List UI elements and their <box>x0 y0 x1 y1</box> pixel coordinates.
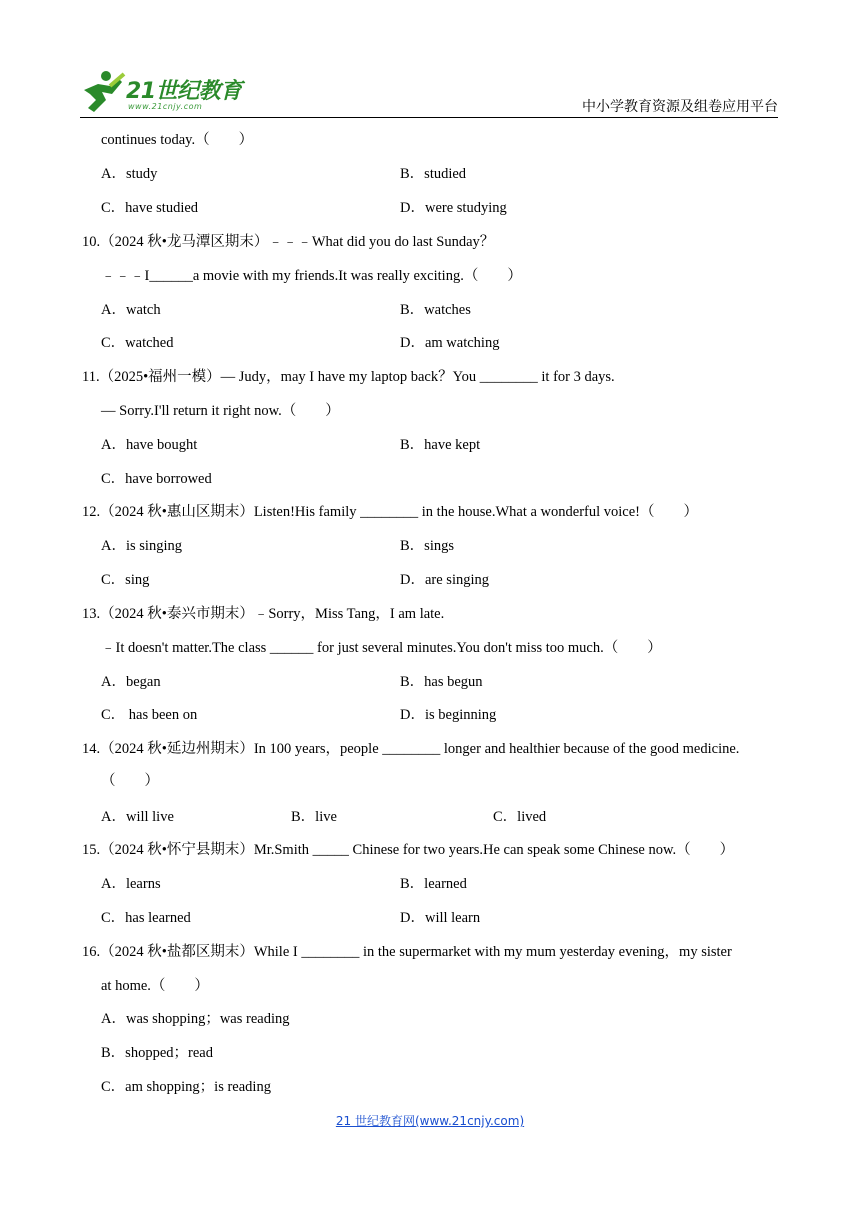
q14-stem: 14.（2024 秋•延边州期末）In 100 years，people ________ longer and healthier because of the good medicine. <box>82 741 740 757</box>
header-slogan: 中小学教育资源及组卷应用平台 <box>582 99 778 115</box>
q13-option-d: D．is beginning <box>400 707 497 723</box>
q13-line2: ﹣It doesn't matter.The class ______ for just several minutes.You don't miss too much.（ ） <box>101 640 662 656</box>
q15-option-b: B．learned <box>400 876 467 892</box>
q11-option-b: B．have kept <box>400 437 481 453</box>
runner-logo-icon <box>80 68 128 114</box>
q16-option-c: C．am shopping；is reading <box>101 1079 271 1095</box>
page-header <box>80 66 778 118</box>
q13-option-c: C． has been on <box>101 707 198 723</box>
logo-text: 21世纪教育 <box>126 79 242 104</box>
q14-line2: （ ） <box>101 773 159 789</box>
q9-option-a: A．study <box>101 166 158 182</box>
q10-option-b: B．watches <box>400 302 471 318</box>
q15-option-a: A．learns <box>101 876 161 892</box>
q11-option-c: C．have borrowed <box>101 471 212 487</box>
q16-stem: 16.（2024 秋•盐都区期末）While I ________ in the supermarket with my mum yesterday evening，my sister <box>82 944 732 960</box>
q12-option-c: C．sing <box>101 572 150 588</box>
q13-stem: 13.（2024 秋•泰兴市期末）﹣Sorry，Miss Tang，I am late. <box>82 606 445 622</box>
logo-url: www.21cnjy.com <box>128 102 203 111</box>
q9-option-b: B．studied <box>400 166 467 182</box>
q9-option-c: C．have studied <box>101 200 199 216</box>
q15-stem: 15.（2024 秋•怀宁县期末）Mr.Smith _____ Chinese for two years.He can speak some Chinese now.（ ） <box>82 842 735 858</box>
q16-option-b: B．shopped；read <box>101 1045 213 1061</box>
q14-option-b: B．live <box>291 809 337 825</box>
q12-stem: 12.（2024 秋•惠山区期末）Listen!His family ________ in the house.What a wonderful voice!（ ） <box>82 504 698 520</box>
q12-option-b: B．sings <box>400 538 454 554</box>
q12-option-d: D．are singing <box>400 572 489 588</box>
q16-line2: at home.（ ） <box>101 978 209 994</box>
footer-link[interactable]: 21 世纪教育网(www.21cnjy.com) <box>335 1114 525 1128</box>
logo <box>80 66 250 116</box>
q10-stem: 10.（2024 秋•龙马潭区期末）﹣﹣﹣What did you do last Sunday？ <box>82 234 495 250</box>
q10-line2: ﹣﹣﹣I______a movie with my friends.It was really exciting.（ ） <box>101 268 522 284</box>
q15-option-d: D．will learn <box>400 910 481 926</box>
q9-continuation: continues today.（ ） <box>101 132 254 148</box>
q16-option-a: A．was shopping；was reading <box>101 1011 290 1027</box>
q11-stem: 11.（2025•福州一模）— Judy，may I have my laptop back？You ________ it for 3 days. <box>82 369 615 385</box>
q10-option-d: D．am watching <box>400 335 500 351</box>
q12-option-a: A．is singing <box>101 538 182 554</box>
q10-option-a: A．watch <box>101 302 161 318</box>
q9-option-d: D．were studying <box>400 200 507 216</box>
q14-option-c: C．lived <box>493 809 547 825</box>
q11-line2: — Sorry.I'll return it right now.（ ） <box>101 403 340 419</box>
header-divider <box>80 117 778 118</box>
q14-option-a: A．will live <box>101 809 174 825</box>
q15-option-c: C．has learned <box>101 910 191 926</box>
q11-option-a: A．have bought <box>101 437 198 453</box>
q10-option-c: C．watched <box>101 335 174 351</box>
q13-option-b: B．has begun <box>400 674 483 690</box>
q13-option-a: A．began <box>101 674 161 690</box>
